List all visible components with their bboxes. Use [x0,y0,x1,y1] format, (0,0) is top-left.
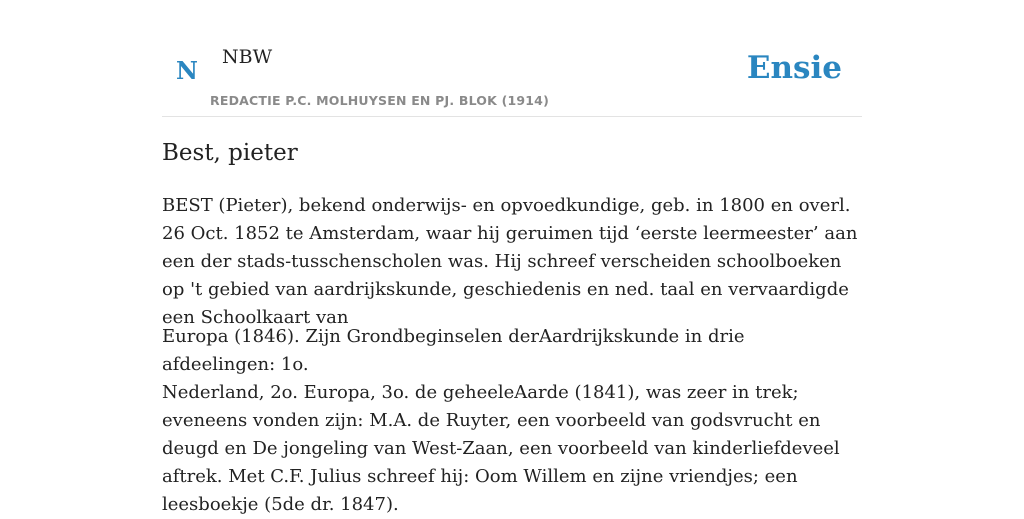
nbw-logo[interactable]: N [176,56,198,85]
ensie-logo-link[interactable]: Ensie [746,50,842,86]
site-header [162,0,862,117]
article-paragraph: BEST (Pieter), bekend onderwijs- en opvoedkundige, geb. in 1800 en overl. 26 Oct. 1852 te Amsterdam, waar hij geruimen tijd ‘eerste leermeester’ aan een der stads-tusschenscholen was. Hij schreef verscheiden schoolboeken op 't gebied van aardrijkskunde, geschiedenis en ned. taal en vervaardigde een Schoolkaart van [162,195,858,328]
article-paragraph: Nederland, 2o. Europa, 3o. de geheeleAarde (1841), was zeer in trek; eveneens vonden zijn: M.A. de Ruyter, een voorbeeld van godsvrucht en deugd en De jongeling van West-Zaan, een voorbeeld van kinderliefdeveel aftrek. Met C.F. Julius schreef hij: Oom Willem en zijne vriendjes; een leesboekje (5de dr. 1847). [162,382,840,515]
article-paragraph: Europa (1846). Zijn Grondbeginselen derAardrijkskunde in drie afdeelingen: 1o. [162,326,745,375]
article-title: Best, pieter [162,140,298,166]
source-subtitle: REDACTIE P.C. MOLHUYSEN EN PJ. BLOK (1914) [210,93,549,108]
source-name[interactable]: NBW [222,46,273,68]
